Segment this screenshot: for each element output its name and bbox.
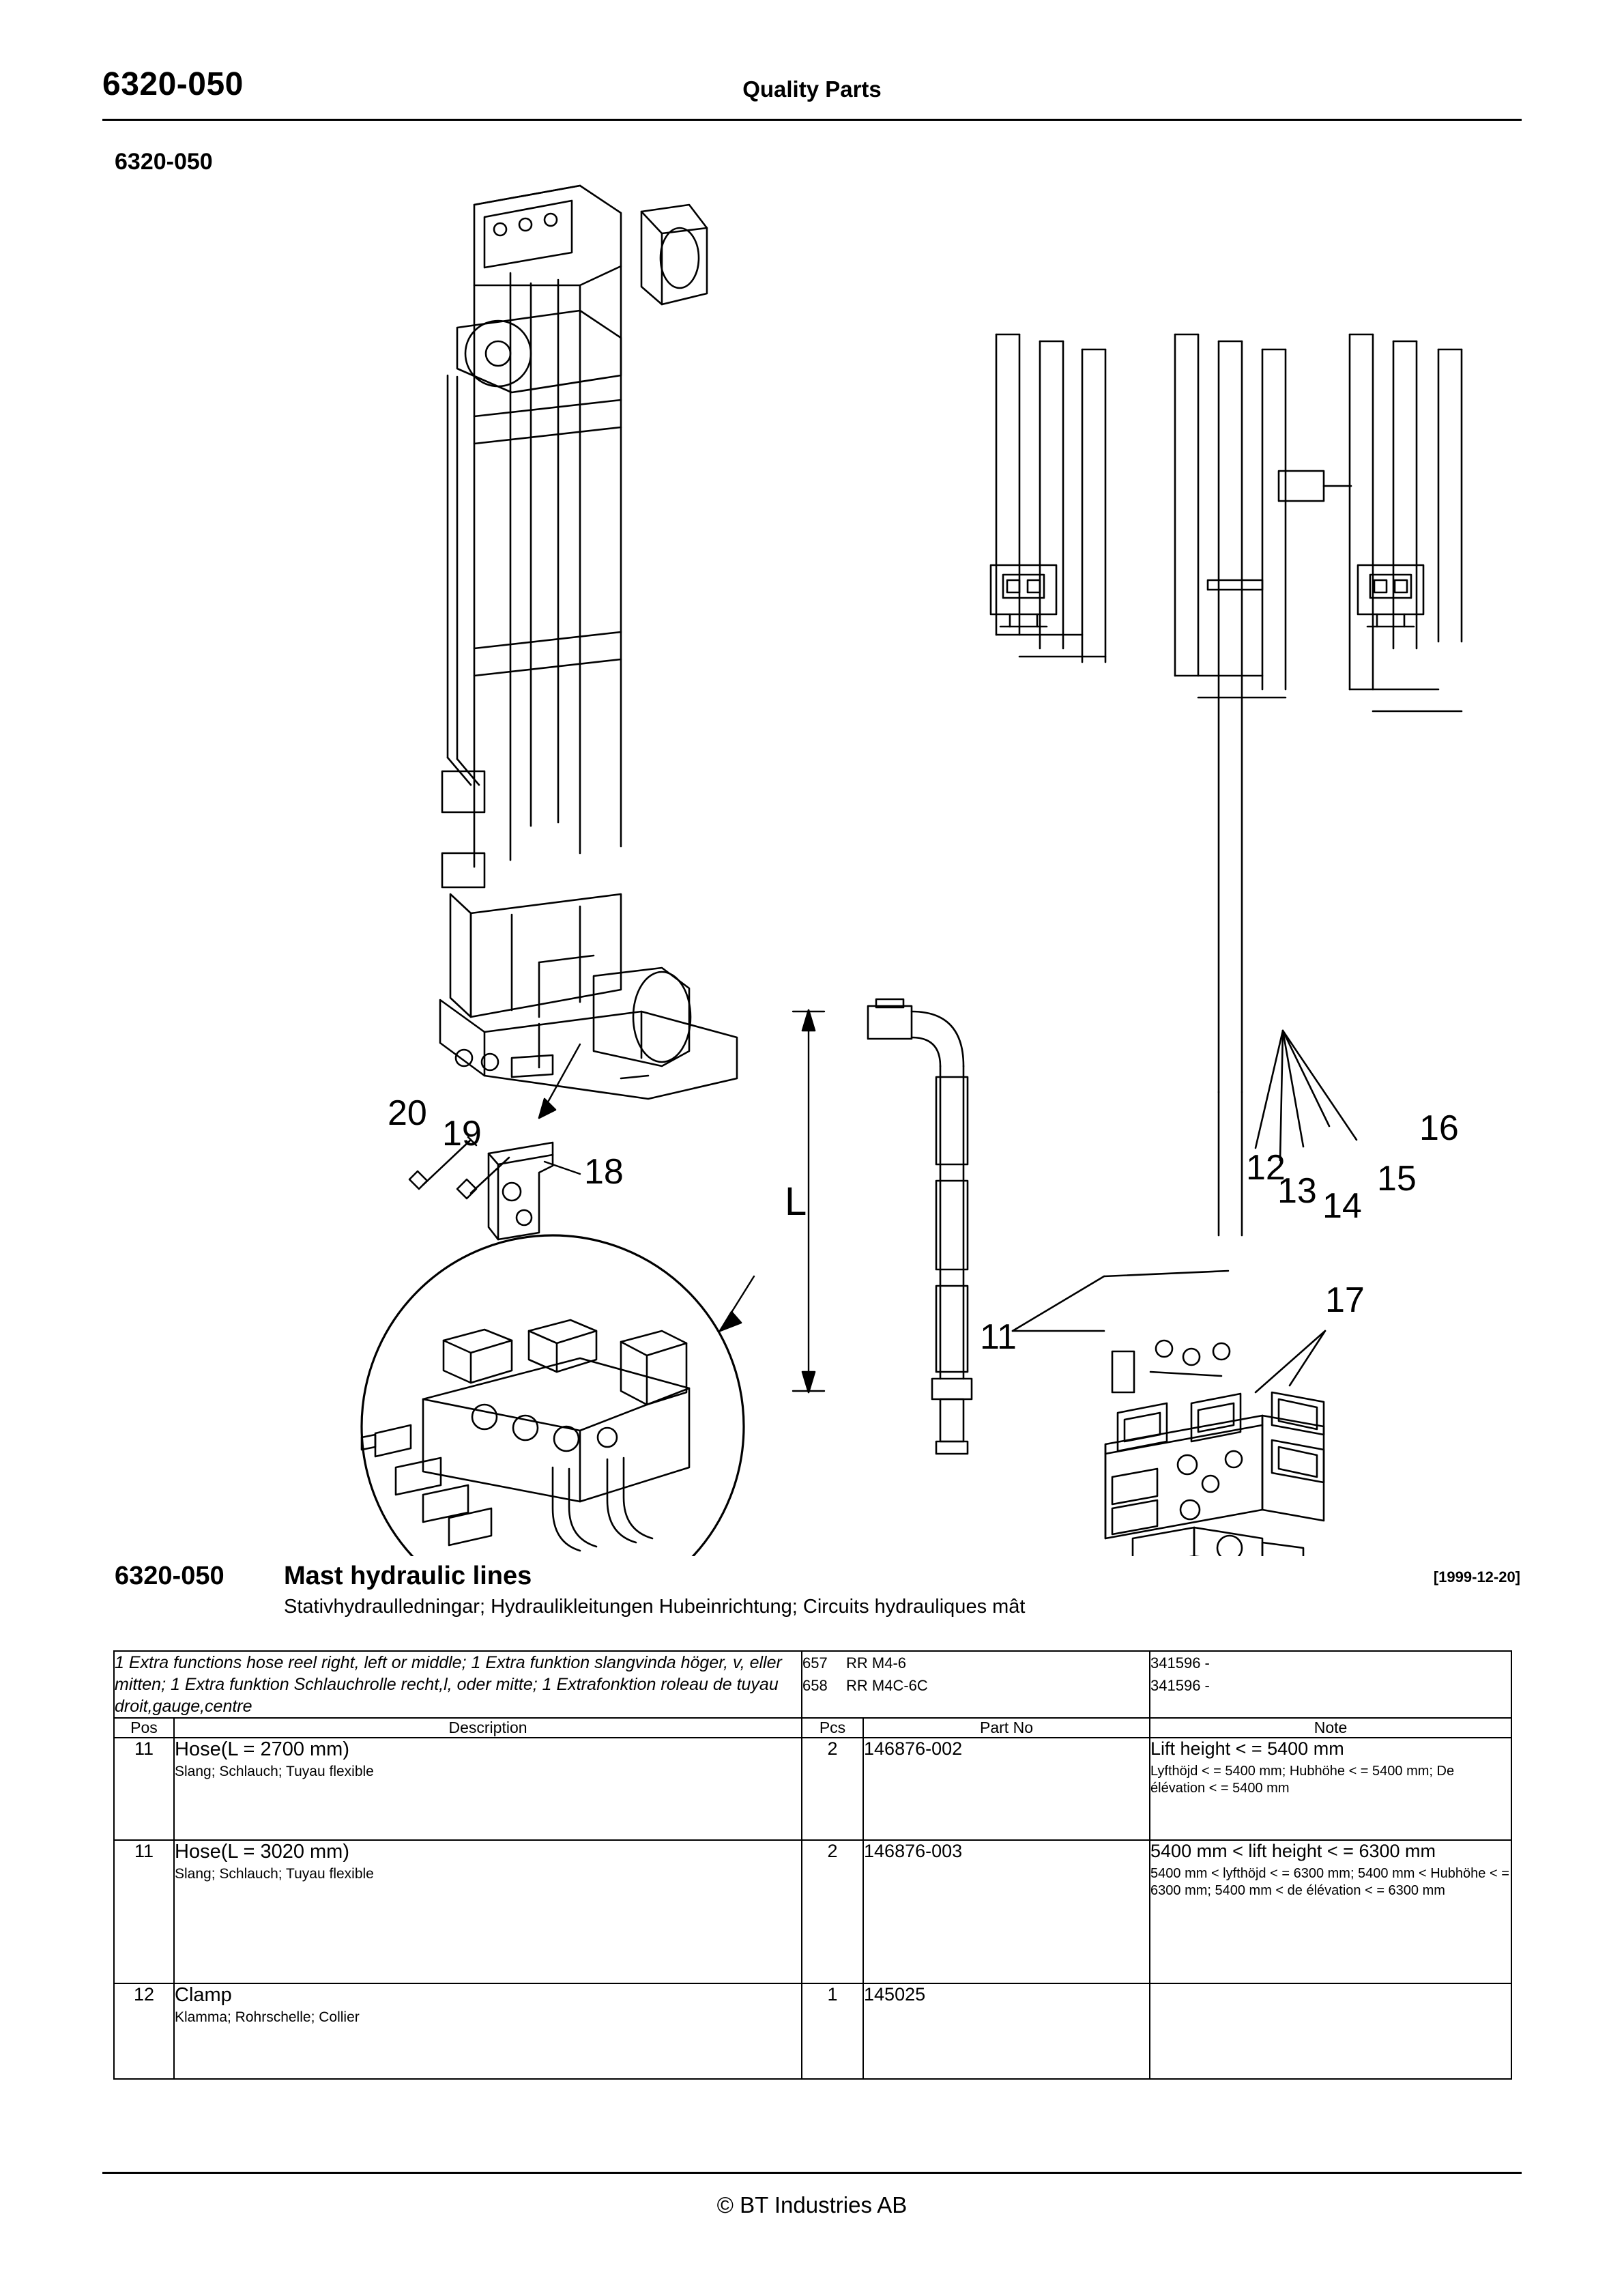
hose-length-drawing — [793, 999, 972, 1454]
footer-divider — [102, 2172, 1522, 2174]
callout-12: 12 — [1246, 1148, 1286, 1188]
valve-block-drawing — [1105, 1340, 1324, 1556]
variant-model-number: 657 — [802, 1654, 828, 1671]
row-part-no: 146876-002 — [863, 1738, 1150, 1840]
callout-17: 17 — [1325, 1280, 1365, 1320]
row-pos: 11 — [114, 1738, 174, 1840]
variant-models — [802, 1651, 1150, 1718]
figure-name: Mast hydraulic lines — [284, 1562, 532, 1590]
row-description-sub: Klamma; Rohrschelle; Collier — [175, 2009, 360, 2026]
row-note-main: 5400 mm < lift height < = 6300 mm — [1150, 1841, 1436, 1861]
row-note-main: Lift height < = 5400 mm — [1150, 1738, 1344, 1759]
row-description — [174, 1983, 802, 2079]
table-row — [114, 1983, 1511, 2079]
figure-date: [1999-12-20] — [1433, 1568, 1520, 1585]
callout-16: 16 — [1419, 1108, 1459, 1148]
column-header-pcs: Pcs — [802, 1718, 863, 1738]
column-header-part-no: Part No — [863, 1718, 1150, 1738]
variant-row — [114, 1651, 1511, 1718]
column-header-pos: Pos — [114, 1718, 174, 1738]
row-description-sub: Slang; Schlauch; Tuyau flexible — [175, 1764, 374, 1780]
row-note — [1150, 1983, 1511, 2079]
row-note-sub: 5400 mm < lyfthöjd < = 6300 mm; 5400 mm < Hubhöhe < = 6300 mm; 5400 mm < de élévation < = 6300 mm — [1150, 1865, 1509, 1899]
callout-15: 15 — [1377, 1159, 1417, 1199]
row-description-main: Hose(L = 3020 mm) — [175, 1841, 350, 1863]
header-divider — [102, 119, 1522, 121]
table-row — [114, 1840, 1511, 1983]
callout-19: 19 — [442, 1114, 482, 1153]
mast-assembly-drawing — [440, 186, 737, 1118]
callout-13: 13 — [1277, 1171, 1317, 1211]
figure-title-block — [115, 1562, 1520, 1637]
row-note — [1150, 1738, 1511, 1840]
footer-copyright: © BT Industries AB — [716, 2192, 908, 2218]
row-pcs: 1 — [802, 1983, 863, 2079]
dimension-label-L: L — [785, 1179, 807, 1224]
figure-code: 6320-050 — [115, 1562, 224, 1590]
section-code: 6320-050 — [115, 149, 213, 175]
variant-model-row — [802, 1652, 1149, 1674]
row-description-sub: Slang; Schlauch; Tuyau flexible — [175, 1866, 374, 1882]
column-header-description: Description — [174, 1718, 802, 1738]
row-note — [1150, 1840, 1511, 1983]
variant-text: 1 Extra functions hose reel right, left or middle; 1 Extra funktion slangvinda höger, v, eller mitten; 1 Extra funktion Schlauchrolle recht,l, oder mitte; 1 Extrafonktion roleau de tuyau droit,gauge,centre — [114, 1651, 802, 1718]
row-description — [174, 1738, 802, 1840]
variant-model-name: RR M4-6 — [846, 1654, 907, 1671]
hose-routing-schematic — [991, 334, 1462, 1392]
row-description — [174, 1840, 802, 1983]
variant-serials — [1150, 1651, 1511, 1718]
parts-table — [113, 1650, 1512, 2080]
callout-20: 20 — [388, 1093, 427, 1133]
valve-detail-magnifier — [362, 1235, 754, 1556]
row-pcs: 2 — [802, 1738, 863, 1840]
variant-model-name: RR M4C-6C — [846, 1677, 928, 1694]
row-pos: 12 — [114, 1983, 174, 2079]
row-description-main: Clamp — [175, 1984, 232, 2006]
table-header-row — [114, 1718, 1511, 1738]
variant-serial-value: 341596 - — [1150, 1654, 1210, 1671]
variant-model-number: 658 — [802, 1677, 828, 1694]
figure-translations: Stativhydraulledningar; Hydraulikleitungen Hubeinrichtung; Circuits hydrauliques mât — [284, 1596, 1026, 1618]
callout-14: 14 — [1322, 1186, 1362, 1226]
row-pos: 11 — [114, 1840, 174, 1983]
hose-connector-left — [991, 565, 1056, 627]
exploded-parts-diagram — [102, 171, 1522, 1556]
row-description-main: Hose(L = 2700 mm) — [175, 1738, 350, 1760]
column-header-note: Note — [1150, 1718, 1511, 1738]
row-part-no: 146876-003 — [863, 1840, 1150, 1983]
page-header — [102, 66, 1522, 127]
header-title: Quality Parts — [742, 76, 882, 102]
row-part-no: 145025 — [863, 1983, 1150, 2079]
parts-table-wrapper — [113, 1650, 1511, 2080]
callout-11: 11 — [980, 1317, 1017, 1357]
variant-model-row — [802, 1674, 1149, 1697]
header-code: 6320-050 — [102, 66, 244, 102]
variant-serial-value: 341596 - — [1150, 1677, 1210, 1694]
row-pcs: 2 — [802, 1840, 863, 1983]
row-note-sub: Lyfthöjd < = 5400 mm; Hubhöhe < = 5400 mm; De élévation < = 5400 mm — [1150, 1763, 1455, 1796]
table-row — [114, 1738, 1511, 1840]
hose-connector-right — [1358, 565, 1423, 627]
callout-18: 18 — [584, 1152, 624, 1192]
